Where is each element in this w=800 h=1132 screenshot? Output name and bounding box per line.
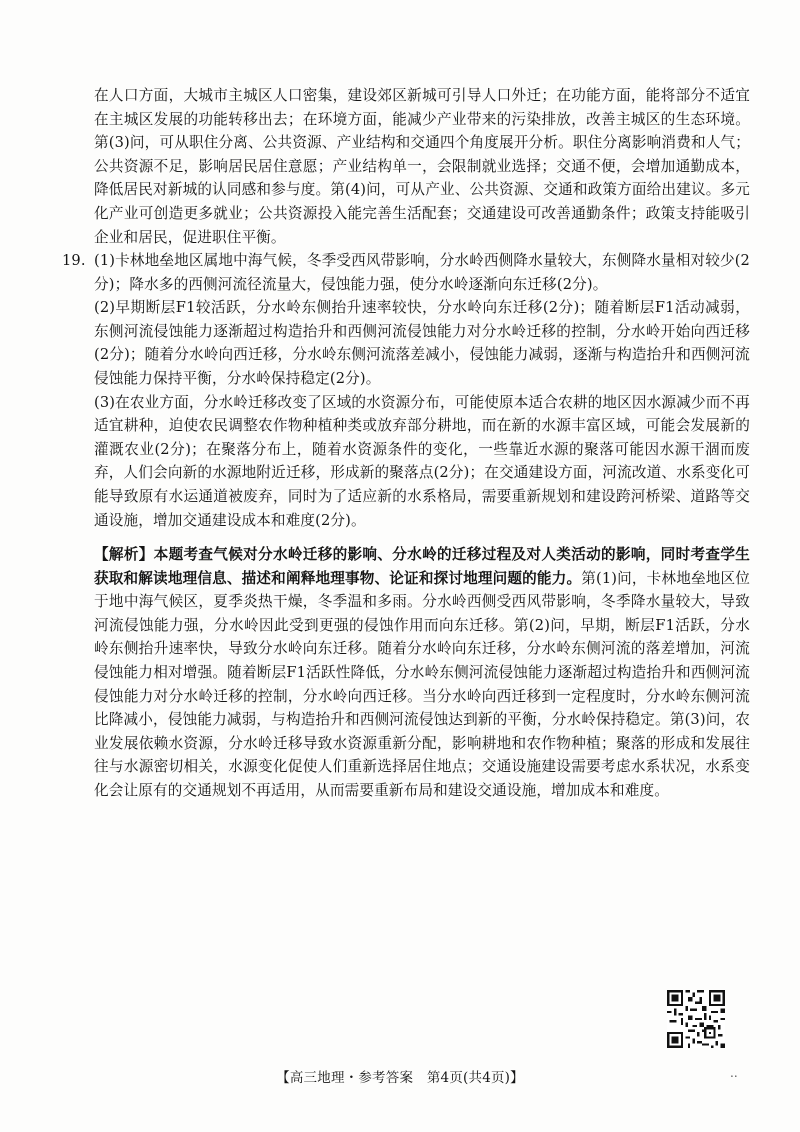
analysis-paragraph xyxy=(94,543,750,803)
question-number: 19. xyxy=(62,252,86,269)
intro-paragraph: 在人口方面，大城市主城区人口密集，建设郊区新城可引导人口外迁；在功能方面，能将部分不适宜在主城区发展的功能转移出去；在环境方面，能减少产业带来的污染排放，改善主城区的生态环境。第(3)问，可从职住分离、公共资源、产业结构和交通四个角度展开分析。职住分离影响消费和人气；公共资源不足，影响居民居住意愿；产业结构单一，会限制就业选择；交通不便，会增加通勤成本，降低居民对新城的认同感和参与度。第(4)问，可从产业、公共资源、交通和政策方面给出建议。多元化产业可创造更多就业；公共资源投入能完善生活配套；交通建设可改善通勤条件；政策支持能吸引企业和居民，促进职住平衡。 xyxy=(94,87,750,246)
qr-code-image xyxy=(667,990,725,1048)
question-19-answer xyxy=(62,249,750,532)
footer-mark: .. xyxy=(730,1066,738,1080)
analysis-lead: 【解析】本题考查气候对分水岭迁移的影响、分水岭的迁移过程及对人类活动的影响，同时考查学生获取和解读地理信息、描述和阐释地理事物、论证和探讨地理问题的能力。 xyxy=(94,546,750,587)
answer-part-2: (2)早期断层F1较活跃，分水岭东侧抬升速率较快，分水岭向东迁移(2分)；随着断层F1活动减弱，东侧河流侵蚀能力逐渐超过构造抬升和西侧河流侵蚀能力对分水岭迁移的控制，分水岭开始向西迁移(2分)；随着分水岭向西迁移，分水岭东侧河流落差减小，侵蚀能力减弱，逐渐与构造抬升和西侧河流侵蚀能力保持平衡，分水岭保持稳定(2分)。 xyxy=(94,299,750,387)
page-footer: 【高三地理・参考答案 第4页(共4页)】 xyxy=(276,1070,524,1086)
intro-paragraph-block xyxy=(94,84,750,249)
analysis-section xyxy=(94,543,750,803)
answer-part-3: (3)在农业方面，分水岭迁移改变了区域的水资源分布，可能使原本适合农耕的地区因水源减少而不再适宜耕种，迫使农民调整农作物种植种类或放弃部分耕地，而在新的水源丰富区域，可能会发展新的灌溉农业(2分)；在聚落分布上，随着水资源条件的变化，一些靠近水源的聚落可能因水源干涸而废弃，人们会向新的水源地附近迁移，形成新的聚落点(2分)；在交通建设方面，河流改道、水系变化可能导致原有水运通道被废弃，同时为了适应新的水系格局，需要重新规划和建设跨河桥梁、道路等交通设施，增加交通建设成本和难度(2分)。 xyxy=(94,393,750,529)
answer-part-1: (1)卡林地垒地区属地中海气候，冬季受西风带影响，分水岭西侧降水量较大，东侧降水量相对较少(2分)；降水多的西侧河流径流量大，侵蚀能力强，使分水岭逐渐向东迁移(2分)。 xyxy=(94,252,750,293)
analysis-body: 第(1)问，卡林地垒地区位于地中海气候区，夏季炎热干燥，冬季温和多雨。分水岭西侧受西风带影响，冬季降水量较大，导致河流侵蚀能力强，分水岭因此受到更强的侵蚀作用而向东迁移。第(2)问，早期，断层F1活跃，分水岭东侧抬升速率快，导致分水岭向东迁移。随着分水岭向东迁移，分水岭东侧河流的落差增加，河流侵蚀能力相对增强。随着断层F1活跃性降低，分水岭东侧河流侵蚀能力逐渐超过构造抬升和西侧河流侵蚀能力对分水岭迁移的控制，分水岭向西迁移。当分水岭向西迁移到一定程度时，分水岭东侧河流比降减小，侵蚀能力减弱，与构造抬升和西侧河流侵蚀达到新的平衡，分水岭保持稳定。第(3)问，农业发展依赖水资源，分水岭迁移导致水资源重新分配，影响耕地和农作物种植；聚落的形成和发展往往与水源密切相关，水源变化促使人们重新选择居住地点；交通设施建设需要考虑水系状况，水系变化会让原有的交通规划不再适用，从而需要重新布局和建设交通设施，增加成本和难度。 xyxy=(94,569,751,799)
